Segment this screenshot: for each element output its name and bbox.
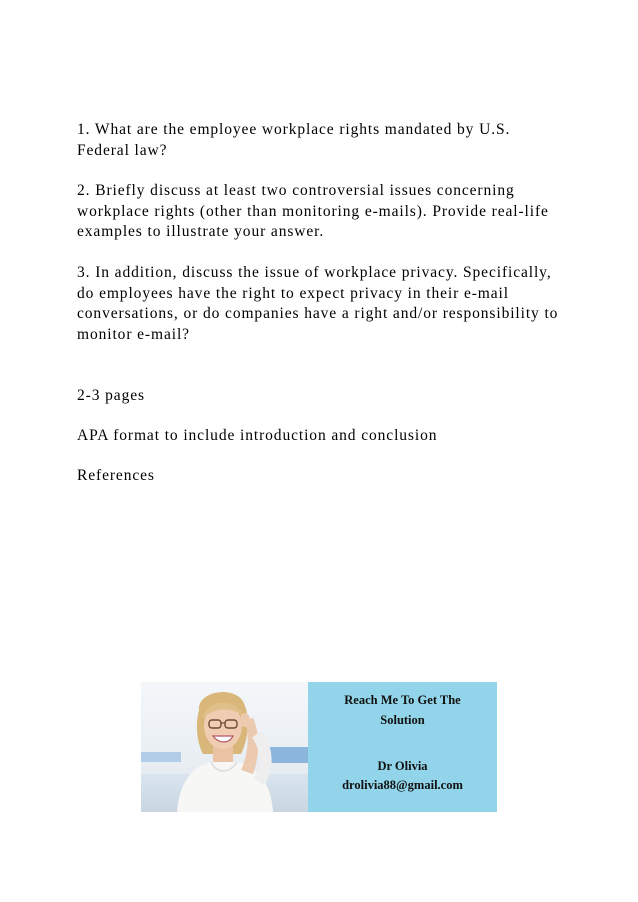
contact-name: Dr Olivia (377, 759, 428, 773)
banner-headline-line-2: Solution (380, 713, 425, 727)
woman-photo (141, 682, 308, 812)
format-requirement: APA format to include introduction and conclusion (77, 427, 438, 444)
references-heading: References (77, 467, 155, 484)
contact-email[interactable]: drolivia88@gmail.com (342, 778, 463, 792)
woman-illustration (141, 682, 308, 812)
page-length-requirement: 2-3 pages (77, 387, 145, 404)
question-3: 3. In addition, discuss the issue of workplace privacy. Specifically, do employees have the right to expect privacy in their e-mail conversations, or do companies have a right and/or responsibility to monitor e-mail? (77, 264, 559, 343)
contact-panel (308, 682, 497, 812)
contact-banner (141, 682, 497, 812)
question-2: 2. Briefly discuss at least two controversial issues concerning workplace rights (other than monitoring e-mails). Provide real-life examples to illustrate your answer. (77, 182, 549, 240)
banner-headline-line-1: Reach Me To Get The (344, 693, 461, 707)
question-1: 1. What are the employee workplace rights mandated by U.S. Federal law? (77, 121, 511, 159)
